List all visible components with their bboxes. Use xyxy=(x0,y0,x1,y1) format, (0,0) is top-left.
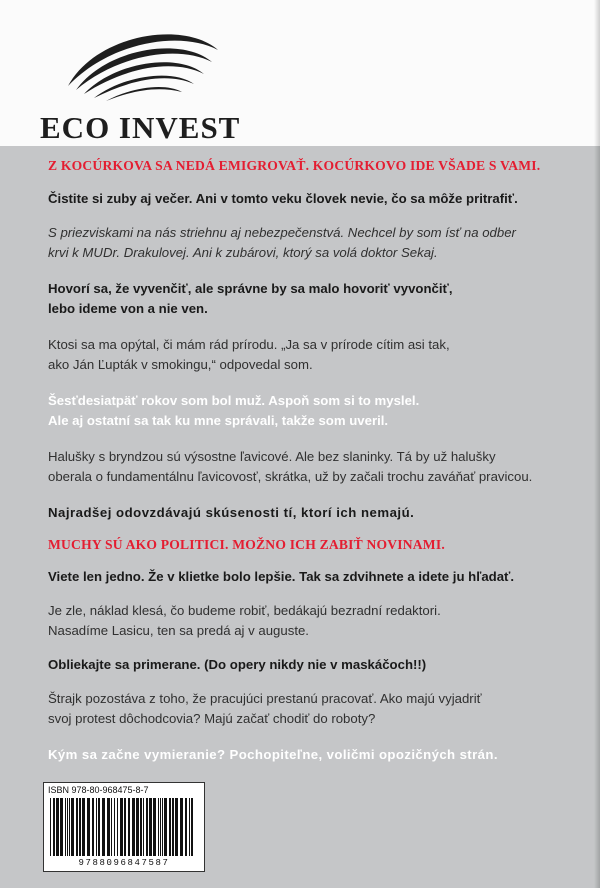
quote-nature xyxy=(48,335,588,375)
quote-experience: Najradšej odovzdávajú skúsenosti tí, ktorí ich nemajú. xyxy=(48,505,415,520)
quote-surnames xyxy=(48,223,588,263)
quote-dress: Obliekajte sa primerane. (Do opery nikdy nie v maskáčoch!!) xyxy=(48,657,427,672)
barcode-digits: 9788096847587 xyxy=(78,858,170,868)
quote-halusky-line-1: Halušky s bryndzou sú výsostne ľavicové. Ale bez slaninky. Tá by už halušky xyxy=(48,449,496,464)
quote-halusky xyxy=(48,447,588,487)
quote-vyvencit xyxy=(48,279,588,319)
quote-nature-line-1: Ktosi sa ma opýtal, či mám rád prírodu. „Ja sa v prírode cítim asi tak, xyxy=(48,337,450,352)
quote-editors-line-2: Nasadíme Lasicu, ten sa predá aj v auguste. xyxy=(48,623,309,638)
spine-shadow xyxy=(594,0,600,888)
quote-sixty-five xyxy=(48,391,588,431)
publisher-logo xyxy=(40,24,241,145)
quote-strike-line-1: Štrajk pozostáva z toho, že pracujúci prestanú pracovať. Ako majú vyjadriť xyxy=(48,691,482,706)
quote-dying-out: Kým sa začne vymieranie? Pochopiteľne, voličmi opozičných strán. xyxy=(48,747,498,762)
barcode-icon xyxy=(48,798,198,856)
quote-strike xyxy=(48,689,588,729)
red-headline-2: MUCHY SÚ AKO POLITICI. MOŽNO ICH ZABIŤ NOVINAMI. xyxy=(48,537,445,552)
swirl-logo-icon xyxy=(54,24,224,110)
isbn-barcode-box xyxy=(43,782,205,872)
quote-vyvencit-line-2: lebo ideme von a nie ven. xyxy=(48,301,208,316)
quote-surnames-line-2: krvi k MUDr. Drakulovej. Ani k zubárovi, ktorý sa volá doktor Sekaj. xyxy=(48,245,438,260)
quote-nature-line-2: ako Ján Ľupták v smokingu,“ odpovedal som. xyxy=(48,357,313,372)
quote-editors-line-1: Je zle, náklad klesá, čo budeme robiť, bedákajú bezradní redaktori. xyxy=(48,603,441,618)
isbn-label: ISBN 978-80-968475-8-7 xyxy=(48,785,149,795)
quote-cage: Viete len jedno. Že v klietke bolo lepšie. Tak sa zdvihnete a idete ju hľadať. xyxy=(48,569,515,584)
publisher-logo-text: ECO INVEST xyxy=(40,110,241,145)
quote-strike-line-2: svoj protest dôchodcovia? Majú začať chodiť do roboty? xyxy=(48,711,376,726)
quotes-column xyxy=(48,156,588,765)
quote-surnames-line-1: S priezviskami na nás striehnu aj nebezpečenstvá. Nechcel by som ísť na odber xyxy=(48,225,516,240)
quote-halusky-line-2: oberala o fundamentálnu ľavicovosť, skrátka, už by začali trochu zaváňať pravicou. xyxy=(48,469,533,484)
quote-editors xyxy=(48,601,588,641)
quote-sixty-five-line-2: Ale aj ostatní sa tak ku mne správali, takže som uveril. xyxy=(48,413,389,428)
quote-vyvencit-line-1: Hovorí sa, že vyvenčiť, ale správne by sa malo hovoriť vyvončiť, xyxy=(48,281,453,296)
quote-teeth: Čistite si zuby aj večer. Ani v tomto veku človek nevie, čo sa môže pritrafiť. xyxy=(48,191,518,206)
top-white-band xyxy=(0,0,600,146)
quote-sixty-five-line-1: Šesťdesiatpäť rokov som bol muž. Aspoň som si to myslel. xyxy=(48,393,420,408)
red-headline-1: Z KOCÚRKOVA SA NEDÁ EMIGROVAŤ. KOCÚRKOVO IDE VŠADE S VAMI. xyxy=(48,158,541,173)
